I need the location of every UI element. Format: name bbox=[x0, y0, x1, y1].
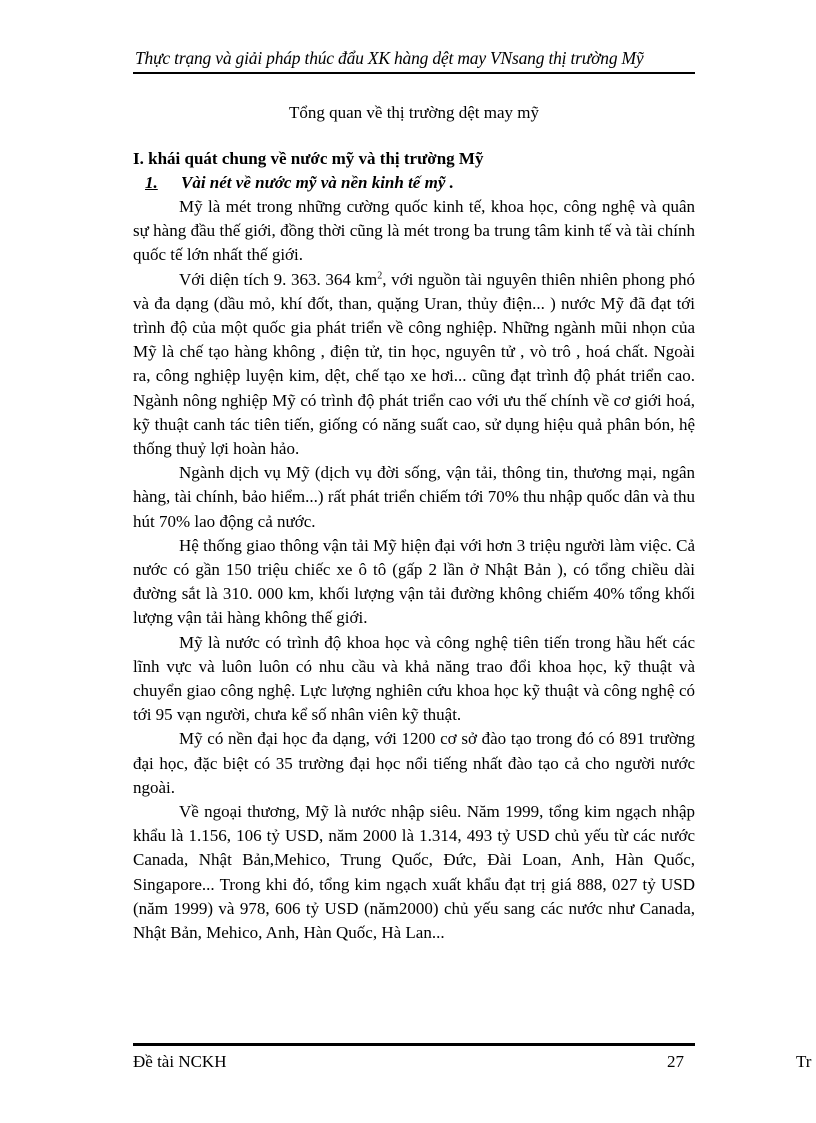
superscript: 2 bbox=[377, 269, 383, 281]
paragraph-4: Hệ thống giao thông vận tải Mỹ hiện đại với hơn 3 triệu người làm việc. Cả nước có gần 150 triệu chiếc xe ô tô (gấp 2 lần ở Nhật Bản ), có tổng chiều dài đường sắt là 310. 000 km, khối lượng vận tải đường không chiếm 40% tổng khối lượng vận tải hàng không thế giới. bbox=[133, 535, 695, 628]
paragraph-5: Mỹ là nước có trình độ khoa học và công nghệ tiên tiến trong hầu hết các lĩnh vực và luôn luôn có nhu cầu và khả năng trao đổi khoa học, kỹ thuật và chuyển giao công nghệ. Lực lượng nghiên cứu khoa học kỹ thuật và công nghệ có tới 95 vạn người, chưa kể số nhân viên kỹ thuật. bbox=[133, 632, 695, 725]
subsection-heading bbox=[133, 171, 695, 195]
paragraph-2-start: Với diện tích 9. 363. 364 km bbox=[179, 269, 378, 289]
page-title: Tổng quan về thị trường dệt may mỹ bbox=[288, 103, 540, 122]
paragraph-6: Mỹ có nền đại học đa dạng, với 1200 cơ sở đào tạo trong đó có 891 trường đại học, đặc biệt có 35 trường đại học nổi tiếng nhất đào tạo cả cho người nước ngoài. bbox=[133, 729, 695, 797]
document-body bbox=[133, 147, 695, 945]
paragraph-2 bbox=[133, 268, 695, 462]
subsection-number: 1. bbox=[145, 173, 158, 192]
header-rule bbox=[133, 72, 695, 74]
running-header: Thực trạng và giải pháp thúc đẩu XK hàng dệt may VNsang thị trường Mỹ bbox=[135, 48, 644, 68]
footer-rule bbox=[133, 1043, 695, 1046]
paragraph-1: Mỹ là mét trong những cường quốc kinh tế, khoa học, công nghệ và quân sự hàng đầu thế giới, đồng thời cũng là mét trong ba trung tâm kinh tế và tài chính quốc tế lớn nhất thế giới. bbox=[133, 197, 695, 265]
section-heading: I. khái quát chung về nước mỹ và thị trường Mỹ bbox=[133, 149, 484, 168]
paragraph-7: Về ngoại thương, Mỹ là nước nhập siêu. Năm 1999, tổng kim ngạch nhập khẩu là 1.156, 106 tỷ USD, năm 2000 là 1.314, 493 tỷ USD chủ yếu từ các nước Canada, Nhật Bản,Mehico, Trung Quốc, Đức, Đài Loan, Anh, Hàn Quốc, Singapore... Trong khi đó, tổng kim ngạch xuất khẩu đạt trị giá 888, 027 tỷ USD (năm 1999) và 978, 606 tỷ USD (năm2000) chủ yếu sang các nước như Canada, Nhật Bản, Mehico, Anh, Hàn Quốc, Hà Lan... bbox=[133, 802, 695, 943]
footer-label: Đề tài NCKH bbox=[133, 1052, 227, 1071]
page-number: 27 bbox=[667, 1052, 684, 1071]
footer-cut-text: Tr bbox=[796, 1052, 812, 1071]
subsection-title: Vài nét về nước mỹ và nền kinh tế mỹ . bbox=[181, 173, 454, 192]
paragraph-3: Ngành dịch vụ Mỹ (dịch vụ đời sống, vận tải, thông tin, thương mại, ngân hàng, tài chính, bảo hiểm...) rất phát triển chiếm tới 70% thu nhập quốc dân và thu hút 70% lao động cả nước. bbox=[133, 463, 695, 531]
paragraph-2-rest: , với nguồn tài nguyên thiên nhiên phong phó và đa dạng (dầu mỏ, khí đốt, than, quặng Uran, thủy điện... ) nước Mỹ đã đạt tới trình độ của một quốc gia phát triển về công nghiệp. Những ngành mũi nhọn của Mỹ là chế tạo hàng không , điện tử, tin học, nguyên tử , vò trô , hoá chất. Ngoài ra, công nghiệp luyện kim, dệt, chế tạo xe hơi... cũng đạt trình độ phát triển cao. Ngành nông nghiệp Mỹ có trình độ phát triển cao với ưu thế chính về cơ giới hoá, kỹ thuật canh tác tiên tiến, giống có năng suất cao, sử dụng hiệu quả phân bón, hệ thống thuỷ lợi hoàn hảo. bbox=[133, 269, 695, 459]
